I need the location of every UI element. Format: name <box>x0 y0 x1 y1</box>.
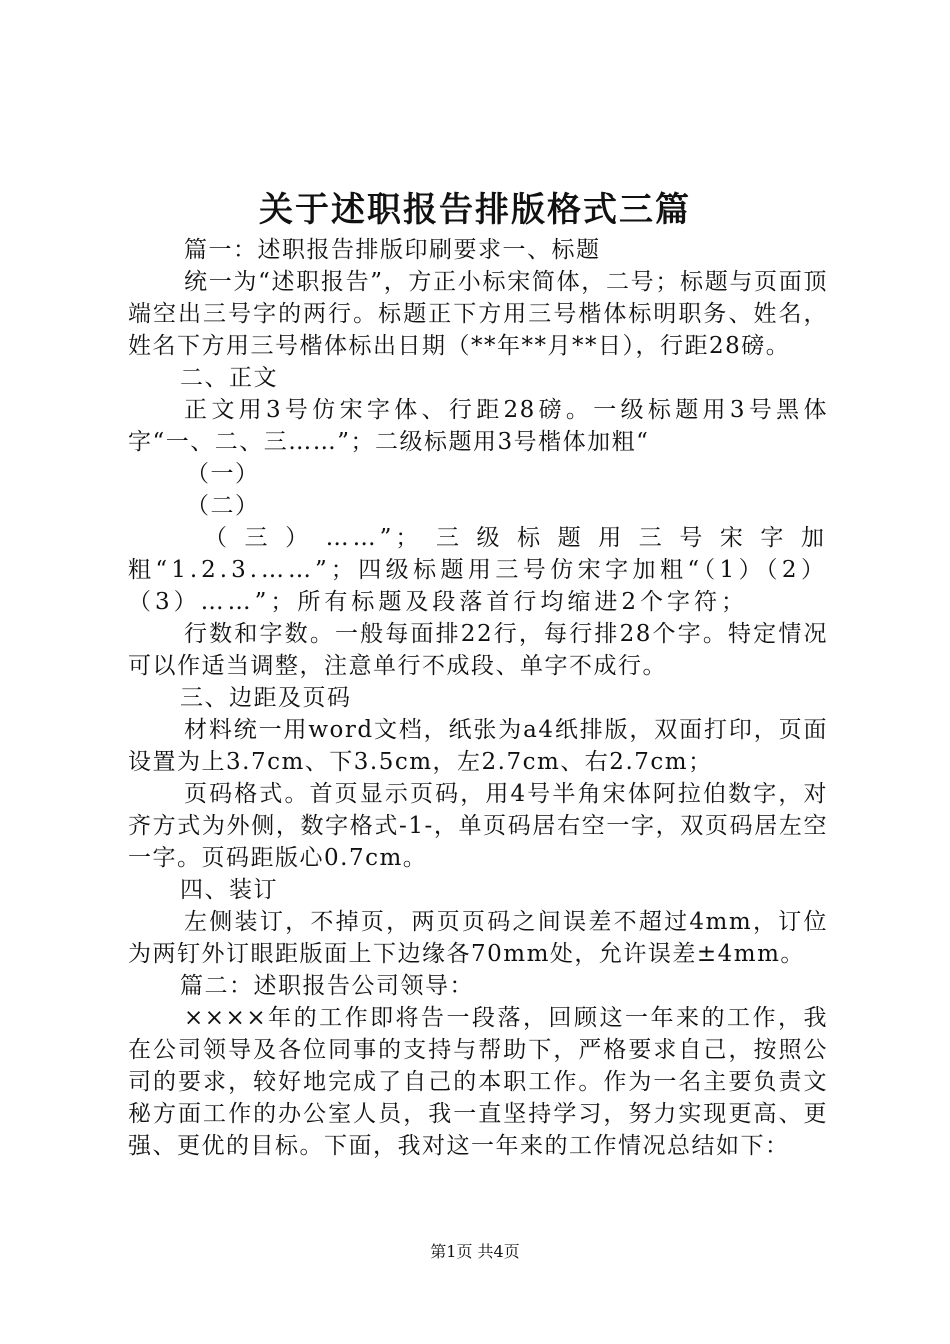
paragraph-13: 左侧装订，不掉页，两页页码之间误差不超过4mm，订位为两钉外订眼距版面上下边缘各70mm处，允许误差±4mm。 <box>128 909 828 967</box>
paragraph-2: 统一为“述职报告”，方正小标宋简体，二号；标题与页面顶端空出三号字的两行。标题正下方用三号楷体标明职务、姓名，姓名下方用三号楷体标出日期（**年**月**日），行距28磅。 <box>128 269 828 359</box>
paragraph-12: 四、装订 <box>180 877 278 903</box>
paragraph-10: 材料统一用word文档，纸张为a4纸排版，双面打印，页面设置为上3.7cm、下3.5cm，左2.7cm、右2.7cm； <box>128 717 828 775</box>
page-number-footer: 第1页 共4页 <box>430 1242 520 1261</box>
paragraph-11: 页码格式。首页显示页码，用4号半角宋体阿拉伯数字，对齐方式为外侧，数字格式-1-，单页码居右空一字，双页码居左空一字。页码距版心0.7cm。 <box>128 781 828 871</box>
paragraph-14: 篇二：述职报告公司领导： <box>180 973 474 999</box>
paragraph-6: （二） <box>186 493 260 519</box>
document-title: 关于述职报告排版格式三篇 <box>259 190 691 230</box>
paragraph-9: 三、边距及页码 <box>180 685 352 711</box>
paragraph-8: 行数和字数。一般每面排22行，每行排28个字。特定情况可以作适当调整，注意单行不成段、单字不成行。 <box>128 621 828 679</box>
paragraph-3: 二、正文 <box>180 365 278 391</box>
document-body <box>128 234 828 1162</box>
paragraph-7: （三）……”；三级标题用三号宋字加粗“1.2.3.……”；四级标题用三号仿宋字加粗“（1）（2）（3）……”；所有标题及段落首行均缩进2个字符； <box>128 525 828 615</box>
paragraph-4: 正文用3号仿宋字体、行距28磅。一级标题用3号黑体字“一、二、三……”；二级标题用3号楷体加粗“ <box>128 397 828 455</box>
paragraph-1: 篇一：述职报告排版印刷要求一、标题 <box>184 237 601 263</box>
paragraph-15: ××××年的工作即将告一段落，回顾这一年来的工作，我在公司领导及各位同事的支持与帮助下，严格要求自己，按照公司的要求，较好地完成了自己的本职工作。作为一名主要负责文秘方面工作的办公室人员，我一直坚持学习，努力实现更高、更强、更优的目标。下面，我对这一年来的工作情况总结如下： <box>128 1005 828 1159</box>
paragraph-5: （一） <box>186 461 260 487</box>
